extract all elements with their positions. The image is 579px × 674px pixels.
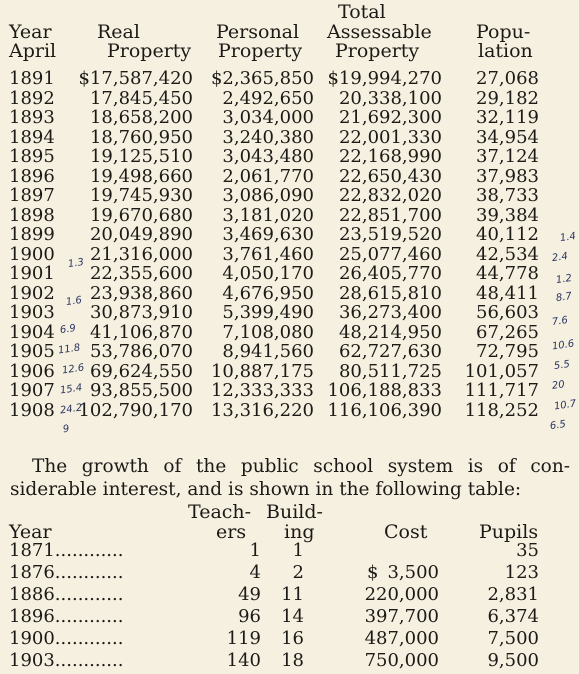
year-cell: 1903 xyxy=(9,302,55,323)
personal-property-cell: 7,108,080 xyxy=(222,321,314,343)
table-row xyxy=(0,650,579,672)
real-property-cell: 21,316,000 xyxy=(89,243,193,265)
handwritten-note: 1.2 xyxy=(555,272,573,287)
total-assessable-cell: 23,519,520 xyxy=(338,224,442,245)
personal-property-cell: 3,761,460 xyxy=(222,243,314,265)
table-row xyxy=(0,303,579,322)
real-property-cell: 41,106,870 xyxy=(89,321,193,343)
handwritten-note: 1.3 xyxy=(67,256,85,271)
header-population-2: lation xyxy=(478,40,533,62)
header-population-1: Popu- xyxy=(476,21,531,43)
year-cell: 1886............ xyxy=(9,584,124,605)
real-property-cell: 19,498,660 xyxy=(89,165,193,187)
personal-property-cell: 3,181,020 xyxy=(222,204,314,226)
year-cell: 1906 xyxy=(9,360,55,382)
handwritten-note: 1.4 xyxy=(559,230,577,245)
year-cell: 1876............ xyxy=(9,562,124,583)
year-cell: 1900............ xyxy=(9,628,124,649)
real-property-cell: 30,873,910 xyxy=(89,302,193,323)
year-cell: 1898 xyxy=(9,204,55,226)
table-row xyxy=(0,245,579,264)
header-buildings-1: Build- xyxy=(266,501,323,523)
handwritten-note: 11.8 xyxy=(57,342,81,357)
personal-property-cell: 4,676,950 xyxy=(222,282,314,304)
real-property-cell: 69,624,550 xyxy=(89,360,193,382)
real-property-cell: 23,938,860 xyxy=(89,282,193,304)
year-cell: 1907 xyxy=(9,380,55,401)
teachers-cell: 140 xyxy=(226,650,261,671)
handwritten-note: 20 xyxy=(551,379,566,392)
header-buildings-2: ing xyxy=(284,521,315,543)
population-cell: 72,795 xyxy=(476,341,539,362)
total-assessable-cell: 48,214,950 xyxy=(338,321,442,343)
year-cell: 1900 xyxy=(9,243,55,265)
handwritten-note: 6.9 xyxy=(59,322,77,337)
header-personal-2: Property xyxy=(218,40,303,62)
buildings-cell: 16 xyxy=(281,628,304,649)
handwritten-note: 7.6 xyxy=(551,314,569,329)
total-assessable-cell: 36,273,400 xyxy=(338,302,442,323)
personal-property-cell: 2,492,650 xyxy=(222,87,314,109)
total-assessable-cell: 28,615,810 xyxy=(338,282,442,304)
year-cell: 1894 xyxy=(9,126,55,148)
teachers-cell: 119 xyxy=(226,628,261,649)
handwritten-note: 6.5 xyxy=(549,418,567,433)
total-assessable-cell: 80,511,725 xyxy=(338,360,442,382)
population-cell: 34,954 xyxy=(476,126,539,148)
table-row xyxy=(0,89,579,108)
table-row xyxy=(0,342,579,361)
personal-property-cell: 3,086,090 xyxy=(222,185,314,206)
table-row xyxy=(0,69,579,88)
table-row xyxy=(0,167,579,186)
population-cell: 56,603 xyxy=(476,302,539,323)
buildings-cell: 11 xyxy=(281,584,304,605)
total-assessable-cell: 25,077,460 xyxy=(338,243,442,265)
population-cell: 44,778 xyxy=(476,263,539,284)
cost-cell: 220,000 xyxy=(364,584,439,605)
year-cell: 1908 xyxy=(9,399,55,421)
total-assessable-cell: 106,188,833 xyxy=(327,380,442,401)
population-cell: 42,534 xyxy=(476,243,539,265)
population-cell: 32,119 xyxy=(476,107,539,128)
handwritten-note: 10.7 xyxy=(553,398,577,413)
teachers-cell: 49 xyxy=(238,584,261,605)
year-cell: 1895 xyxy=(9,146,55,167)
population-cell: 67,265 xyxy=(476,321,539,343)
header-personal-1: Personal xyxy=(216,21,300,43)
pupils-cell: 123 xyxy=(504,562,539,583)
personal-property-cell: 8,941,560 xyxy=(222,341,314,362)
real-property-cell: 102,790,170 xyxy=(78,399,193,421)
header-total-1: Total xyxy=(338,1,386,23)
population-cell: 39,384 xyxy=(476,204,539,226)
pupils-cell: 9,500 xyxy=(487,650,539,671)
personal-property-cell: 3,034,000 xyxy=(222,107,314,128)
table-row xyxy=(0,362,579,381)
table-row xyxy=(0,323,579,342)
personal-property-cell: 3,240,380 xyxy=(222,126,314,148)
body-paragraph xyxy=(10,455,570,501)
cost-cell: 3,500 xyxy=(387,562,439,583)
handwritten-note: 9 xyxy=(62,423,71,436)
cost-cell: 397,700 xyxy=(364,606,439,627)
total-assessable-cell: 22,650,430 xyxy=(338,165,442,187)
table-row xyxy=(0,264,579,283)
table-row xyxy=(0,206,579,225)
teachers-cell: 4 xyxy=(249,562,261,583)
total-assessable-cell: $19,994,270 xyxy=(327,68,442,89)
handwritten-note: 12.6 xyxy=(61,362,85,377)
population-cell: 111,717 xyxy=(464,380,539,401)
header-year-1: Year xyxy=(9,21,52,43)
population-cell: 118,252 xyxy=(464,399,539,421)
population-cell: 37,124 xyxy=(476,146,539,167)
pupils-cell: 2,831 xyxy=(487,584,539,605)
pupils-cell: 7,500 xyxy=(487,628,539,649)
year-cell: 1899 xyxy=(9,224,55,245)
personal-property-cell: 2,061,770 xyxy=(222,165,314,187)
real-property-cell: 93,855,500 xyxy=(89,380,193,401)
total-assessable-cell: 26,405,770 xyxy=(338,263,442,284)
year-cell: 1902 xyxy=(9,282,55,304)
total-assessable-cell: 21,692,300 xyxy=(338,107,442,128)
table-row xyxy=(0,562,579,584)
header-total-2: Assessable xyxy=(327,21,432,43)
total-assessable-cell: 22,832,020 xyxy=(338,185,442,206)
total-assessable-cell: 22,001,330 xyxy=(338,126,442,148)
header-total-3: Property xyxy=(335,40,420,62)
header-pupils: Pupils xyxy=(479,521,539,543)
personal-property-cell: 3,043,480 xyxy=(222,146,314,167)
handwritten-note: 1.6 xyxy=(65,294,83,309)
header-real-2: Property xyxy=(107,40,192,62)
year-cell: 1903............ xyxy=(9,650,124,671)
year-cell: 1904 xyxy=(9,321,55,343)
handwritten-note: 8.7 xyxy=(555,290,573,305)
cost-cell: 487,000 xyxy=(364,628,439,649)
population-cell: 29,182 xyxy=(476,87,539,109)
personal-property-cell: 4,050,170 xyxy=(222,263,314,284)
handwritten-note: 24.2 xyxy=(59,402,83,417)
table-row xyxy=(0,284,579,303)
table-row xyxy=(0,540,579,562)
handwritten-note: 2.4 xyxy=(551,250,569,265)
table-row xyxy=(0,108,579,127)
teachers-cell: 96 xyxy=(238,606,261,627)
handwritten-note: 15.4 xyxy=(59,382,83,397)
year-cell: 1905 xyxy=(9,341,55,362)
cost-cell: 750,000 xyxy=(364,650,439,671)
buildings-cell: 1 xyxy=(292,540,304,561)
buildings-cell: 2 xyxy=(292,562,304,583)
real-property-cell: 19,125,510 xyxy=(89,146,193,167)
population-cell: 48,411 xyxy=(476,282,539,304)
real-property-cell: 19,670,680 xyxy=(89,204,193,226)
header-real-1: Real xyxy=(97,21,140,43)
personal-property-cell: 10,887,175 xyxy=(210,360,314,382)
population-cell: 101,057 xyxy=(464,360,539,382)
paragraph-line-1: The growth of the public school system is of con- xyxy=(32,456,570,477)
total-assessable-cell: 22,168,990 xyxy=(338,146,442,167)
pupils-cell: 35 xyxy=(516,540,539,561)
table-row xyxy=(0,147,579,166)
real-property-cell: $17,587,420 xyxy=(78,68,193,89)
year-cell: 1891 xyxy=(9,68,55,89)
real-property-cell: 20,049,890 xyxy=(89,224,193,245)
year-cell: 1892 xyxy=(9,87,55,109)
total-assessable-cell: 62,727,630 xyxy=(338,341,442,362)
population-cell: 40,112 xyxy=(476,224,539,245)
real-property-cell: 18,658,200 xyxy=(89,107,193,128)
header-cost: Cost xyxy=(384,521,428,543)
total-assessable-cell: 116,106,390 xyxy=(327,399,442,421)
real-property-cell: 19,745,930 xyxy=(89,185,193,206)
table-row xyxy=(0,584,579,606)
table-row xyxy=(0,186,579,205)
table-row xyxy=(0,128,579,147)
pupils-cell: 6,374 xyxy=(487,606,539,627)
real-property-cell: 18,760,950 xyxy=(89,126,193,148)
table-row xyxy=(0,398,579,421)
table-row xyxy=(0,606,579,628)
header-year: Year xyxy=(9,521,52,543)
personal-property-cell: 13,316,220 xyxy=(210,399,314,421)
total-assessable-cell: 22,851,700 xyxy=(338,204,442,226)
total-assessable-cell: 20,338,100 xyxy=(338,87,442,109)
buildings-cell: 18 xyxy=(281,650,304,671)
population-cell: 37,983 xyxy=(476,165,539,187)
header-year-2: April xyxy=(9,40,57,62)
real-property-cell: 22,355,600 xyxy=(89,263,193,284)
buildings-cell: 14 xyxy=(281,606,304,627)
personal-property-cell: 12,333,333 xyxy=(210,380,314,401)
year-cell: 1897 xyxy=(9,185,55,206)
personal-property-cell: $2,365,850 xyxy=(210,68,314,89)
header-teachers-1: Teach- xyxy=(188,501,252,523)
table-row xyxy=(0,225,579,244)
personal-property-cell: 5,399,490 xyxy=(222,302,314,323)
year-cell: 1896............ xyxy=(9,606,124,627)
year-cell: 1901 xyxy=(9,263,55,284)
population-cell: 38,733 xyxy=(476,185,539,206)
year-cell: 1896 xyxy=(9,165,55,187)
year-cell: 1871............ xyxy=(9,540,124,561)
paragraph-line-2: siderable interest, and is shown in the following table: xyxy=(10,479,522,500)
year-cell: 1893 xyxy=(9,107,55,128)
real-property-cell: 17,845,450 xyxy=(89,87,193,109)
header-teachers-2: ers xyxy=(216,521,247,543)
population-cell: 27,068 xyxy=(476,68,539,89)
personal-property-cell: 3,469,630 xyxy=(222,224,314,245)
table-row xyxy=(0,628,579,650)
handwritten-note: 5.5 xyxy=(553,358,571,373)
real-property-cell: 53,786,070 xyxy=(89,341,193,362)
dollar-sign: $ xyxy=(367,562,379,583)
teachers-cell: 1 xyxy=(249,540,261,561)
handwritten-note: 10.6 xyxy=(551,338,575,353)
table-row xyxy=(0,381,579,400)
